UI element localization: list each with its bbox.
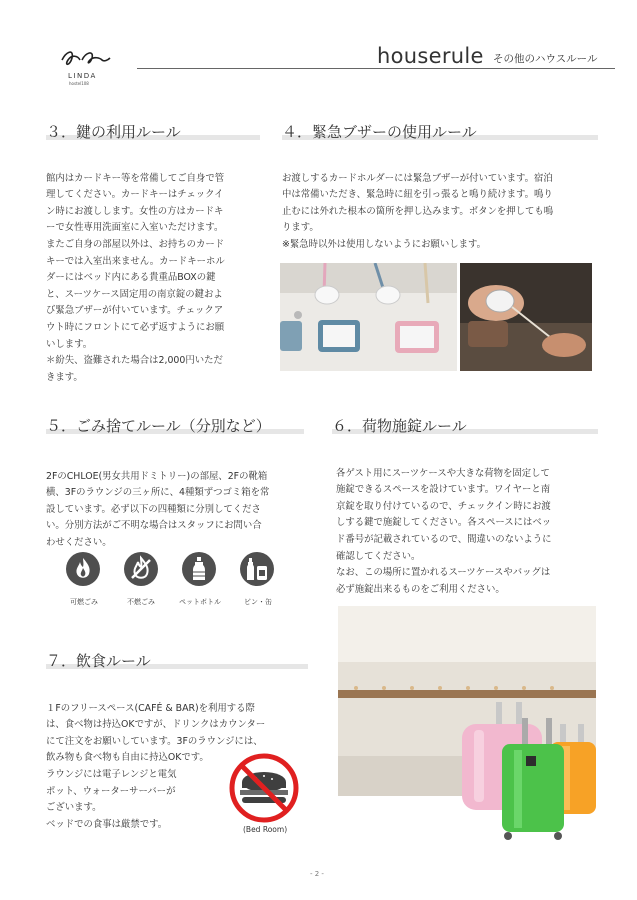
text-line: は、食べ物は持込OKですが、ドリンクはカウンター <box>46 719 266 731</box>
burnable-waste-icon <box>66 552 100 586</box>
linda-logo <box>56 38 116 72</box>
text-line: ポット、ウォーターサーバーが <box>46 785 176 797</box>
text-line: び緊急ブザーが付いています。チェックア <box>46 305 224 317</box>
no-food-in-bed-icon <box>228 752 300 824</box>
text-line: お渡しするカードホルダーには緊急ブザーが付いています。宿泊 <box>282 172 553 184</box>
text-line: またご自身の部屋以外は、お持ちのカード <box>46 238 225 250</box>
section-heading-luggage-lock-rules: ６．荷物施錠ルール <box>332 417 467 435</box>
page-title: houserule <box>377 44 484 68</box>
text-line: しする鍵で施錠してください。各スペースにはベッ <box>336 517 552 529</box>
text-line: 施錠できるスペースを設けています。ワイヤーと南 <box>336 484 551 496</box>
key-rules-text <box>46 154 225 403</box>
text-line: ラウンジには電子レンジと電気 <box>46 768 177 780</box>
text-line: 止むには外れた根本の箇所を押し込みます。ボタンを押しても鳴 <box>282 205 554 217</box>
bed-room-caption: (Bed Room) <box>243 825 288 834</box>
logo-name: LINDA <box>68 72 97 80</box>
text-line: 設しています。必ず以下の四種類に分別してくださ <box>46 503 261 515</box>
text-line: 中は常備いただき、緊急時に紐を引っ張ると鳴り続けます。鳴り <box>282 189 553 201</box>
section-heading-food-rules: ７．飲食ルール <box>46 652 151 670</box>
text-line: 2FのCHLOE(男女共用ドミトリー)の部屋、2Fの靴箱 <box>46 470 268 482</box>
text-line: ベッドでの食事は厳禁です。 <box>46 818 168 830</box>
non-burnable-waste-icon <box>124 552 158 586</box>
text-line: ダーにはベッド内にある貴重品BOXの鍵 <box>46 272 216 284</box>
logo-subtitle: hostel108 <box>69 81 89 86</box>
text-line: にて注文をお願いしています。3Fのラウンジには、 <box>46 735 263 747</box>
text-line: わせください。 <box>46 536 112 548</box>
text-line: 館内はカードキー等を常備してご自身で管 <box>46 172 225 184</box>
waste-label: 不燃ごみ <box>127 598 155 606</box>
garbage-rules-text <box>46 452 269 568</box>
text-line: 飲み物も食べ物も自由に持込OKです。 <box>46 752 209 764</box>
buzzer-hand-photo <box>460 263 592 371</box>
text-line: 横、3Fのラウンジの三ヶ所に、4種類ずつゴミ箱を常 <box>46 487 270 499</box>
text-line: 確認してください。 <box>336 550 421 562</box>
text-line: いします。 <box>46 338 93 350</box>
text-line: ります。 <box>282 222 319 234</box>
text-line: 必ず施錠出来るものをご利用ください。 <box>336 583 505 595</box>
header-divider <box>137 68 615 69</box>
card-holder-photo <box>280 263 457 371</box>
text-line: きます。 <box>46 371 83 383</box>
text-line: ド番号が記載されているので、間違いのないように <box>336 533 552 545</box>
text-line: なお、この場所に置かれるスーツケースやバッグは <box>336 567 551 579</box>
pet-bottle-icon <box>182 552 216 586</box>
text-line: ございます。 <box>46 802 102 814</box>
text-line: い。分別方法がご不明な場合はスタッフにお問い合 <box>46 520 262 532</box>
luggage-lock-area-photo <box>338 606 596 842</box>
page-number: - 2 - <box>310 870 324 878</box>
waste-label: 可燃ごみ <box>70 598 98 606</box>
text-line: 理してください。カードキーはチェックイ <box>46 189 224 201</box>
luggage-lock-rules-text <box>336 449 551 615</box>
section-heading-key-rules: ３．鍵の利用ルール <box>46 123 181 141</box>
text-line: と、スーツケース固定用の南京錠の鍵およ <box>46 288 223 300</box>
text-line: ＊紛失、盗難された場合は2,000円いただ <box>46 355 223 367</box>
text-line: ーで女性専用洗面室に入室いただけます。 <box>46 222 224 234</box>
waste-label: ビン・缶 <box>244 598 272 606</box>
section-heading-garbage-rules: ５．ごみ捨てルール（分別など） <box>46 417 271 435</box>
text-line: ウト時にフロントにて必ず返すようにお願 <box>46 321 225 333</box>
section-heading-buzzer-rules: ４．緊急ブザーの使用ルール <box>282 123 477 141</box>
text-line: ※緊急時以外は使用しないようにお願いします。 <box>282 238 486 250</box>
bottle-can-icon <box>240 552 274 586</box>
buzzer-rules-text <box>282 154 553 270</box>
text-line: １Fのフリースペース(CAFÉ & BAR)を利用する際 <box>46 702 255 714</box>
text-line: キーでは入室出来ません。カードキーホル <box>46 255 225 267</box>
text-line: ン時にお渡しします。女性の方はカードキ <box>46 205 224 217</box>
text-line: 各ゲスト用にスーツケースや大きな荷物を固定して <box>336 467 550 479</box>
page-subtitle: その他のハウスルール <box>493 53 598 65</box>
text-line: 京錠を取り付けているので、チェックイン時にお渡 <box>336 500 551 512</box>
waste-label: ペットボトル <box>179 598 221 606</box>
